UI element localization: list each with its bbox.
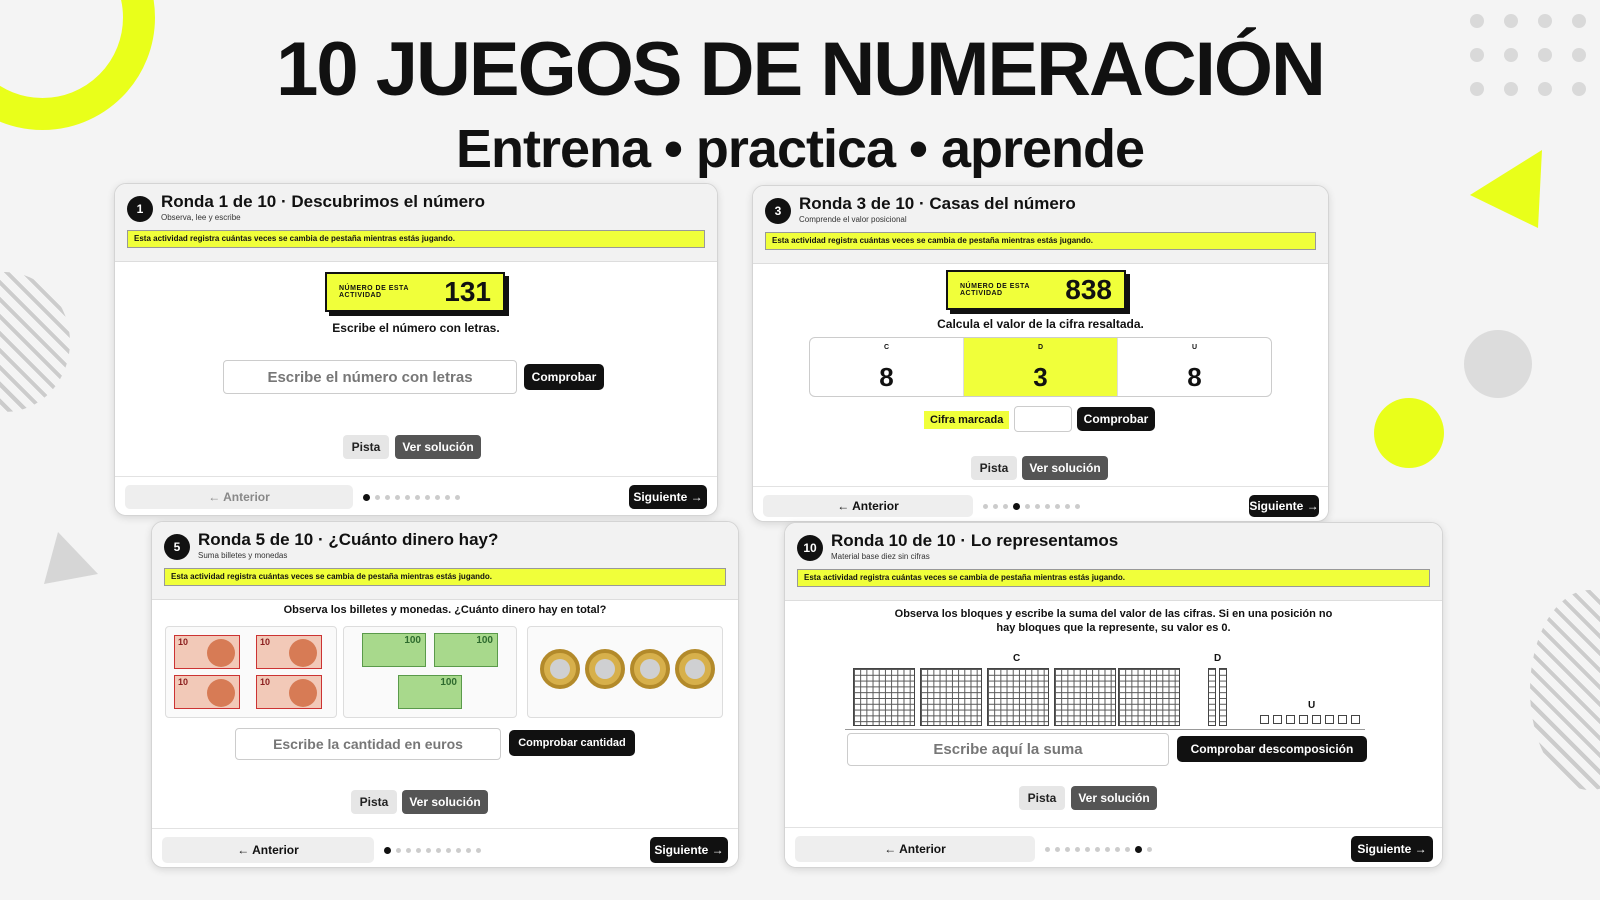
unit-cube	[1338, 715, 1347, 724]
activity-number-box	[946, 270, 1126, 310]
card-subtitle: Material base diez sin cifras	[831, 552, 930, 561]
pagination-dots[interactable]	[363, 494, 460, 501]
page-subtitle: Entrena • practica • aprende	[455, 119, 1145, 179]
activity-number-box	[325, 272, 505, 312]
column-u: U 8	[1187, 344, 1202, 392]
bill-10-euro: 10	[256, 635, 322, 669]
card-round-5	[151, 521, 739, 868]
coin-1-euro	[540, 649, 580, 689]
bill-100-euro: 100	[434, 633, 498, 667]
column-c: C 8	[810, 338, 964, 396]
hint-button[interactable]: Pista	[971, 456, 1017, 480]
decor-circle-yellow	[1374, 398, 1444, 468]
card-title: Ronda 10 de 10 · Lo representamos	[831, 531, 1119, 550]
pagination-dots[interactable]	[384, 847, 481, 854]
instruction: Escribe el número con letras.	[332, 321, 500, 335]
check-button[interactable]: Comprobar	[524, 364, 604, 390]
next-button[interactable]: Siguiente →	[650, 837, 728, 863]
card-header	[785, 523, 1442, 601]
sum-input[interactable]: Escribe aquí la suma	[847, 733, 1169, 766]
instruction: Observa los billetes y monedas. ¿Cuánto dinero hay en total?	[283, 604, 607, 616]
coin-1-euro	[675, 649, 715, 689]
hundred-block	[1118, 668, 1180, 726]
round-badge: 3	[765, 198, 791, 224]
ten-rod	[1219, 668, 1227, 726]
tab-warning: Esta actividad registra cuántas veces se cambia de pestaña mientras estás jugando.	[127, 230, 705, 248]
hint-button[interactable]: Pista	[351, 790, 397, 814]
round-badge: 5	[164, 534, 190, 560]
blocks-baseline	[845, 729, 1365, 730]
hint-button[interactable]: Pista	[343, 435, 389, 459]
card-title: Ronda 1 de 10 · Descubrimos el número	[161, 192, 486, 211]
card-footer	[115, 476, 717, 516]
next-button[interactable]: Siguiente →	[1351, 836, 1433, 862]
bills-100-panel	[343, 626, 517, 718]
hint-button[interactable]: Pista	[1019, 786, 1065, 810]
place-value-table	[809, 337, 1272, 397]
coins-panel	[527, 626, 723, 718]
round-badge: 1	[127, 196, 153, 222]
unit-cube	[1273, 715, 1282, 724]
bill-10-euro: 10	[174, 635, 240, 669]
next-button[interactable]: Siguiente →	[1249, 495, 1319, 517]
tab-warning: Esta actividad registra cuántas veces se cambia de pestaña mientras estás jugando.	[164, 568, 726, 586]
card-subtitle: Comprende el valor posicional	[799, 215, 907, 224]
card-footer	[785, 827, 1442, 868]
units-label: U	[1308, 700, 1316, 711]
bill-10-euro: 10	[256, 675, 322, 709]
tab-warning: Esta actividad registra cuántas veces se cambia de pestaña mientras estás jugando.	[765, 232, 1316, 250]
highlight-label: Cifra marcada	[924, 411, 1009, 429]
hundreds-label: C	[1013, 653, 1021, 664]
decor-hatch-left	[0, 272, 70, 412]
check-button[interactable]: Comprobar	[1077, 407, 1155, 431]
prev-button[interactable]: ← Anterior	[125, 485, 353, 509]
unit-cube	[1312, 715, 1321, 724]
bill-100-euro: 100	[398, 675, 462, 709]
unit-cube	[1325, 715, 1334, 724]
instruction-line-2: hay bloques que la represente, su valor es 0.	[996, 622, 1231, 634]
unit-cube	[1260, 715, 1269, 724]
tab-warning: Esta actividad registra cuántas veces se cambia de pestaña mientras estás jugando.	[797, 569, 1430, 587]
instruction-line-1: Observa los bloques y escribe la suma del valor de las cifras. Si en una posición no	[894, 608, 1333, 620]
unit-cube	[1299, 715, 1308, 724]
page-title: 10 JUEGOS DE NUMERACIÓN	[276, 27, 1324, 112]
unit-cube	[1286, 715, 1295, 724]
card-header	[753, 186, 1328, 264]
activity-number: 838	[1065, 274, 1112, 305]
hundred-block	[987, 668, 1049, 726]
hundred-block	[853, 668, 915, 726]
activity-number-label: NÚMERO DE ESTA ACTIVIDAD	[339, 285, 409, 299]
bill-10-euro: 10	[174, 675, 240, 709]
pagination-dots[interactable]	[983, 503, 1080, 510]
decor-circle-gray	[1464, 330, 1532, 398]
card-round-3	[752, 185, 1329, 522]
prev-button[interactable]: ← Anterior	[162, 837, 374, 863]
card-title: Ronda 3 de 10 · Casas del número	[799, 194, 1076, 213]
instruction: Calcula el valor de la cifra resaltada.	[937, 317, 1144, 331]
next-button[interactable]: Siguiente →	[629, 485, 707, 509]
hundred-block	[1054, 668, 1116, 726]
activity-number: 131	[444, 276, 491, 307]
decor-triangle-gray	[40, 530, 100, 590]
answer-input[interactable]: Escribe el número con letras	[223, 360, 517, 394]
coin-1-euro	[630, 649, 670, 689]
amount-input[interactable]: Escribe la cantidad en euros	[235, 728, 501, 760]
unit-cube	[1351, 715, 1360, 724]
decor-hatch-right	[1530, 590, 1600, 790]
coin-1-euro	[585, 649, 625, 689]
card-round-1	[114, 183, 718, 516]
solution-button[interactable]: Ver solución	[1071, 786, 1157, 810]
card-title: Ronda 5 de 10 · ¿Cuánto dinero hay?	[198, 530, 499, 549]
answer-input[interactable]	[1014, 406, 1072, 432]
ten-rod	[1208, 668, 1216, 726]
card-header	[115, 184, 717, 262]
card-round-10	[784, 522, 1443, 868]
round-badge: 10	[797, 535, 823, 561]
card-header	[152, 522, 738, 600]
bills-10-panel	[165, 626, 337, 718]
pagination-dots[interactable]	[1045, 846, 1152, 853]
column-d-highlighted: D 3	[964, 338, 1118, 396]
solution-button[interactable]: Ver solución	[395, 435, 481, 459]
prev-button[interactable]: ← Anterior	[763, 495, 973, 517]
tens-label: D	[1214, 653, 1222, 664]
card-footer	[152, 828, 738, 868]
hundred-block	[920, 668, 982, 726]
card-footer	[753, 486, 1328, 522]
card-subtitle: Observa, lee y escribe	[161, 213, 241, 222]
solution-button[interactable]: Ver solución	[402, 790, 488, 814]
solution-button[interactable]: Ver solución	[1022, 456, 1108, 480]
card-subtitle: Suma billetes y monedas	[198, 551, 288, 560]
prev-button[interactable]: ← Anterior	[795, 836, 1035, 862]
bill-100-euro: 100	[362, 633, 426, 667]
activity-number-label: NÚMERO DE ESTA ACTIVIDAD	[960, 283, 1030, 297]
check-decomposition-button[interactable]: Comprobar descomposición	[1177, 736, 1367, 762]
check-amount-button[interactable]: Comprobar cantidad	[509, 730, 635, 756]
